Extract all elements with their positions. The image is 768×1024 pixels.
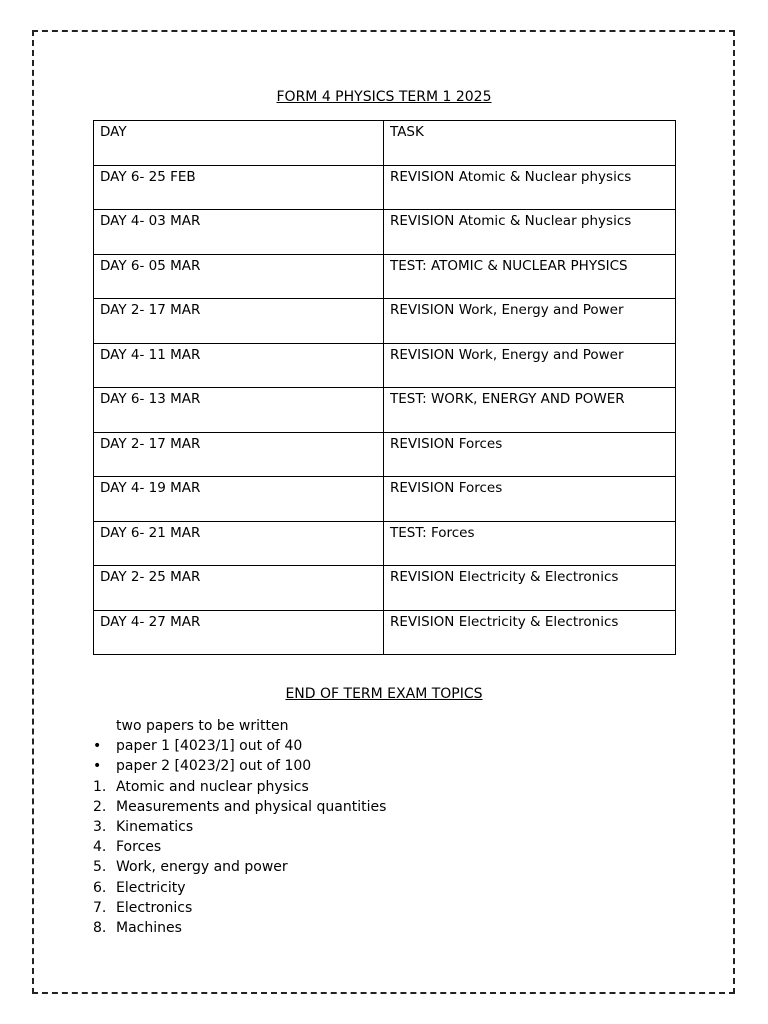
cell-day: DAY 6- 05 MAR [94, 254, 384, 299]
topic-item [93, 797, 693, 817]
table-row [94, 254, 676, 299]
topic-number: 4. [93, 839, 107, 856]
cell-task: REVISION Work, Energy and Power [384, 299, 676, 344]
topic-text: Forces [116, 839, 162, 856]
cell-day: DAY 2- 17 MAR [94, 432, 384, 477]
exam-topics-list [93, 716, 693, 938]
cell-day: DAY 4- 11 MAR [94, 343, 384, 388]
cell-task: REVISION Atomic & Nuclear physics [384, 210, 676, 255]
topic-text: Measurements and physical quantities [116, 798, 387, 815]
topic-number: 2. [93, 798, 107, 815]
paper-item [93, 756, 693, 776]
table-header-row [94, 121, 676, 166]
cell-day: DAY 4- 19 MAR [94, 477, 384, 522]
topic-number: 6. [93, 879, 107, 896]
paper-text: paper 1 [4023/1] out of 40 [116, 738, 303, 755]
header-day: DAY [94, 121, 384, 166]
table-row [94, 299, 676, 344]
topic-item [93, 878, 693, 898]
topic-item [93, 918, 693, 938]
topic-number: 1. [93, 778, 107, 795]
topic-text: Work, energy and power [116, 859, 288, 876]
topic-item [93, 837, 693, 857]
topic-number: 5. [93, 859, 107, 876]
bullet-icon: • [93, 738, 102, 755]
schedule-rows [94, 165, 676, 655]
table-row [94, 566, 676, 611]
topic-number: 7. [93, 899, 107, 916]
cell-day: DAY 6- 21 MAR [94, 521, 384, 566]
header-task: TASK [384, 121, 676, 166]
table-row [94, 343, 676, 388]
table-row [94, 165, 676, 210]
topic-number: 8. [93, 919, 107, 936]
cell-day: DAY 4- 03 MAR [94, 210, 384, 255]
cell-day: DAY 6- 25 FEB [94, 165, 384, 210]
intro-line [93, 716, 693, 736]
topic-text: Electricity [116, 879, 186, 896]
paper-item [93, 736, 693, 756]
cell-task: REVISION Electricity & Electronics [384, 566, 676, 611]
table-row [94, 388, 676, 433]
table-row [94, 521, 676, 566]
cell-task: REVISION Work, Energy and Power [384, 343, 676, 388]
cell-task: TEST: Forces [384, 521, 676, 566]
cell-day: DAY 4- 27 MAR [94, 610, 384, 655]
cell-task: REVISION Forces [384, 477, 676, 522]
table-row [94, 610, 676, 655]
topic-text: Kinematics [116, 818, 194, 835]
topic-text: Atomic and nuclear physics [116, 778, 309, 795]
topic-item [93, 777, 693, 797]
table-row [94, 432, 676, 477]
cell-day: DAY 2- 17 MAR [94, 299, 384, 344]
topic-text: Electronics [116, 899, 193, 916]
cell-task: REVISION Atomic & Nuclear physics [384, 165, 676, 210]
topic-number: 3. [93, 818, 107, 835]
intro-text: two papers to be written [116, 718, 289, 734]
cell-day: DAY 2- 25 MAR [94, 566, 384, 611]
topic-item [93, 857, 693, 877]
topic-item [93, 898, 693, 918]
table-row [94, 477, 676, 522]
cell-task: REVISION Forces [384, 432, 676, 477]
topic-item [93, 817, 693, 837]
topic-text: Machines [116, 919, 182, 936]
cell-task: TEST: WORK, ENERGY AND POWER [384, 388, 676, 433]
cell-day: DAY 6- 13 MAR [94, 388, 384, 433]
schedule-table [93, 120, 676, 655]
document-title: FORM 4 PHYSICS TERM 1 2025 [276, 89, 492, 105]
table-row [94, 210, 676, 255]
exam-topics-heading: END OF TERM EXAM TOPICS [285, 686, 483, 702]
paper-text: paper 2 [4023/2] out of 100 [116, 758, 312, 775]
cell-task: TEST: ATOMIC & NUCLEAR PHYSICS [384, 254, 676, 299]
cell-task: REVISION Electricity & Electronics [384, 610, 676, 655]
bullet-icon: • [93, 758, 102, 775]
